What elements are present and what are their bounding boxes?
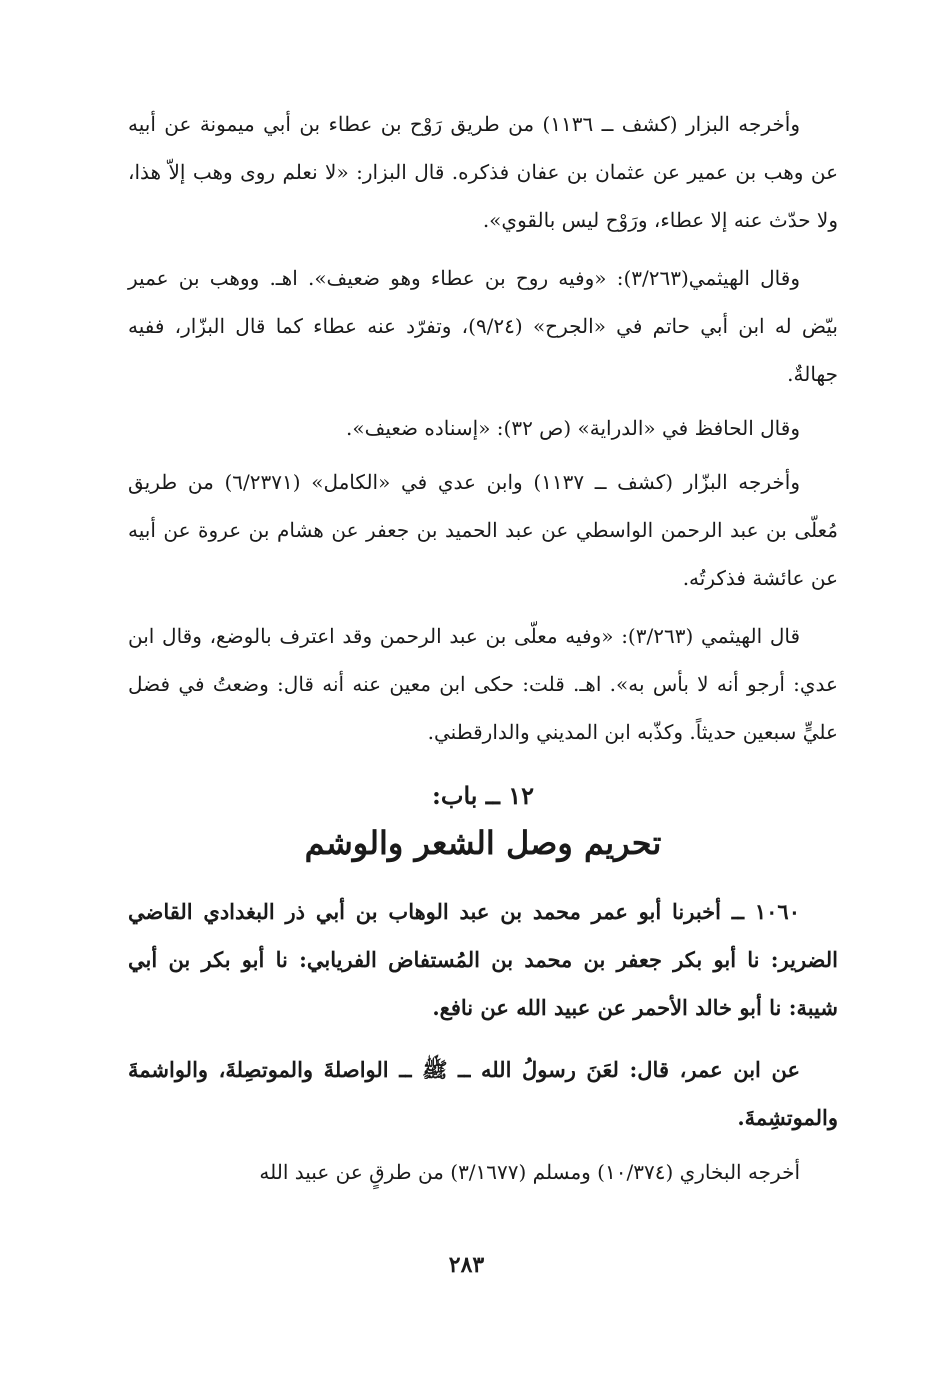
chapter-title: تحريم وصل الشعر والوشم xyxy=(304,824,662,862)
page-number: ٢٨٣ xyxy=(448,1252,485,1278)
takhrij-paragraph: أخرجه البخاري (١٠/٣٧٤) ومسلم (٣/١٦٧٧) من طرقٍ عن عبيد الله xyxy=(259,1160,800,1184)
commentary-paragraph-4: وأخرجه البزّار (كشف ــ ١١٣٧) وابن عدي في «الكامل» (٦/٢٣٧١) من طريق مُعلّى بن عبد الرحمن الواسطي عن عبد الحميد بن جعفر عن هشام بن عروة عن أبيه عن عائشة فذكرتُه. xyxy=(128,470,838,590)
commentary-paragraph-5: قال الهيثمي (٣/٢٦٣): «وفيه معلّى بن عبد الرحمن وقد اعترف بالوضع، وقال ابن عدي: أرجو أنه لا بأس به». اهـ. قلت: حكى ابن معين عنه أنه قال: وضعتُ في فضل عليٍّ سبعين حديثاً. وكذّبه ابن المديني والدارقطني. xyxy=(128,624,838,744)
chapter-heading xyxy=(128,776,838,870)
commentary-paragraph-1: وأخرجه البزار (كشف ــ ١١٣٦) من طريق رَوْح بن عطاء بن أبي ميمونة عن أبيه عن وهب بن عمير عن عثمان بن عفان فذكره. قال البزار: «لا نعلم روى وهب إلاّ هذا، ولا حدّث عنه إلا عطاء، ورَوْح ليس بالقوي». xyxy=(128,112,838,232)
hadith-isnad: ١٠٦٠ ــ أخبرنا أبو عمر محمد بن عبد الوهاب بن أبي ذر البغدادي القاضي الضرير: نا أبو بكر جعفر بن محمد بن المُستفاض الفريابي: نا أبو بكر بن أبي شيبة: نا أبو خالد الأحمر عن عبيد الله عن نافع. xyxy=(128,899,838,1020)
commentary-paragraph-2: وقال الهيثمي(٣/٢٦٣): «وفيه روح بن عطاء وهو ضعيف». اهـ. ووهب بن عمير بيّض له ابن أبي حاتم في «الجرح» (٩/٢٤)، وتفرّد عنه عطاء كما قال البزّار، ففيه جهالةٌ. xyxy=(128,266,838,386)
commentary-paragraph-3: وقال الحافظ في «الدراية» (ص ٣٢): «إسناده ضعيف». xyxy=(346,416,800,440)
chapter-number: ١٢ ــ باب: xyxy=(432,781,534,810)
page-body xyxy=(128,100,838,1196)
hadith-matn: عن ابن عمر، قال: لعَنَ رسولُ الله ــ ﷺ ــ الواصلةَ والموتصِلةَ، والواشمةَ والموتشِمةَ. xyxy=(128,1057,838,1130)
